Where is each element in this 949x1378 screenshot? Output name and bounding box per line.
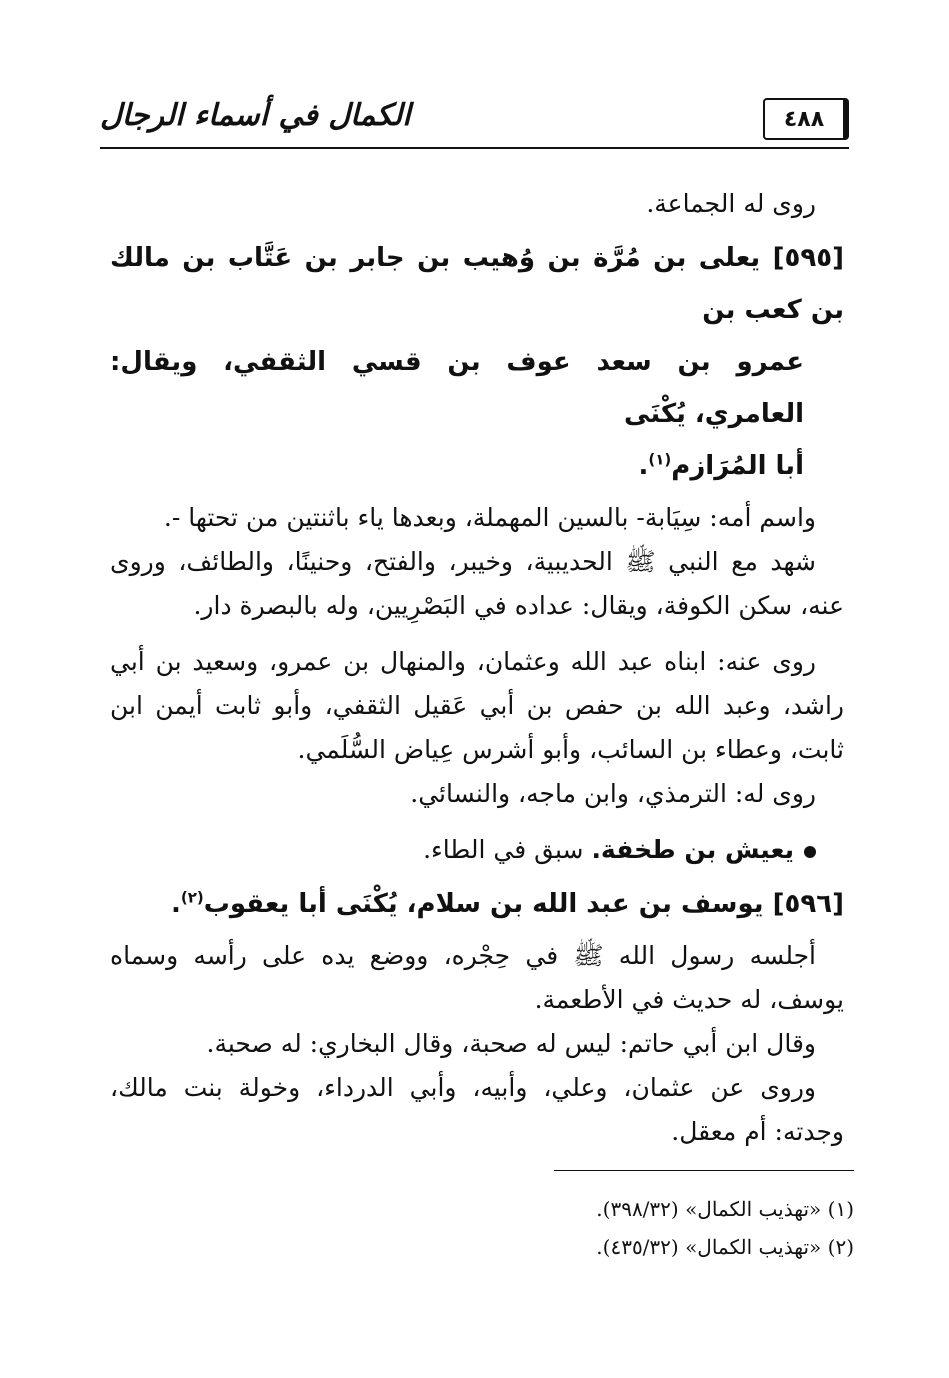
paragraph: روى له: الترمذي، وابن ماجه، والنسائي. [410, 779, 816, 808]
paragraph: وقال ابن أبي حاتم: ليس له صحبة، وقال البخاري: له صحبة. [206, 1029, 816, 1058]
bullet-note: سبق في الطاء. [423, 835, 584, 864]
bullet-entry [110, 828, 844, 872]
footnote: (٢) «تهذيب الكمال» (٤٣٥/٣٢). [596, 1235, 854, 1259]
entry-title-text: يوسف بن عبد الله بن سلام، يُكْنَى أبا يعقوب [203, 889, 764, 919]
paragraph: واسم أمه: سِيَابة- بالسين المهملة، وبعدها ياء باثنتين من تحتها -. [163, 503, 816, 532]
paragraph: أجلسه رسول الله ﷺ في حِجْره، ووضع يده على رأسه وسماه يوسف، له حديث في الأطعمة. [110, 941, 844, 1014]
entry-number: [٥٩٦] [772, 889, 844, 919]
entry-number: [٥٩٥] [772, 243, 844, 273]
page-header [100, 92, 849, 152]
header-rule [100, 147, 849, 149]
spacer [110, 628, 844, 640]
footnote-ref[interactable]: (١) [648, 450, 672, 469]
entry-title-line-last [110, 440, 844, 492]
entry-title-line: عمرو بن سعد عوف بن قسي الثقفي، ويقال: العامري، يُكْنَى [110, 347, 804, 429]
entry-title-end: . [170, 889, 181, 919]
footnote: (١) «تهذيب الكمال» (٣٩٨/٣٢). [596, 1197, 854, 1221]
page-number: ٤٨٨ [763, 98, 849, 140]
footnotes [110, 1190, 854, 1266]
entry-heading-596 [110, 878, 844, 930]
paragraph: شهد مع النبي ﷺ الحديبية، وخيبر، والفتح، وحنينًا، والطائف، وروى عنه، سكن الكوفة، ويقال: عداده في البَصْرِيين، وله بالبصرة دار. [110, 547, 844, 620]
spacer [110, 816, 844, 828]
bullet-name: يعيش بن طخفة. [591, 835, 794, 864]
bullet-icon [804, 846, 816, 858]
entry-title-line: يعلى بن مُرَّة بن وُهيب بن جابر بن عَتَّاب بن مالك بن كعب بن [110, 243, 844, 325]
entry-title-text: أبا المُرَازم [671, 451, 804, 481]
main-text [110, 182, 844, 1154]
paragraph: روى له الجماعة. [646, 189, 816, 218]
paragraph: وروى عن عثمان، وعلي، وأبيه، وأبي الدرداء، وخولة بنت مالك، وجدته: أم معقل. [110, 1073, 844, 1146]
paragraph: روى عنه: ابناه عبد الله وعثمان، والمنهال بن عمرو، وسعيد بن أبي راشد، وعبد الله بن حفص بن أبي عَقيل الثقفي، وأبو ثابت أيمن ابن ثابت، وعطاء بن السائب، وأبو أشرس عِياض السُّلَمي. [110, 647, 844, 764]
footnote-rule [554, 1170, 854, 1171]
footnote-ref[interactable]: (٢) [180, 888, 204, 907]
running-title: الكمال في أسماء الرجال [100, 98, 411, 133]
entry-heading-595 [110, 232, 844, 492]
entry-title-end: . [638, 451, 649, 481]
